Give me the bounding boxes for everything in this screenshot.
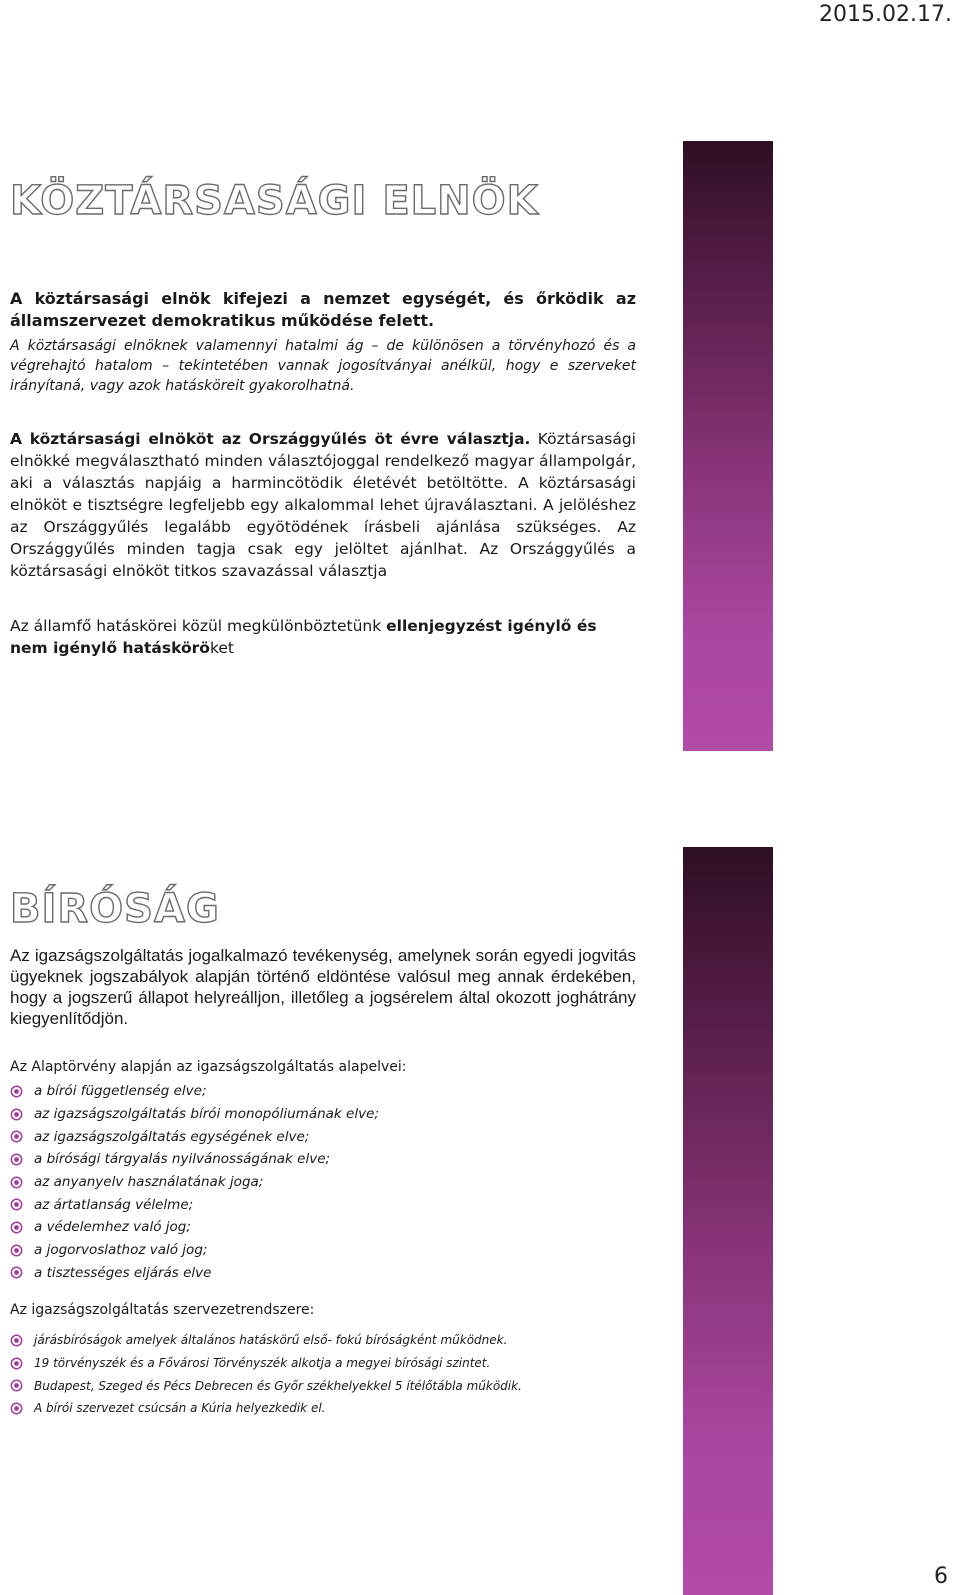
- bullet-icon: [10, 1085, 23, 1098]
- list-item: [10, 1080, 379, 1103]
- list-item: [10, 1239, 379, 1262]
- president-countersign-paragraph: [10, 615, 636, 659]
- list-item-text: járásbíróságok amelyek általános hatáskörű első- fokú bíróságként működnek.: [34, 1333, 508, 1348]
- list-item: [10, 1103, 379, 1126]
- bullet-icon: [10, 1176, 23, 1189]
- list-item-text: az igazságszolgáltatás egységének elve;: [34, 1128, 310, 1145]
- election-body: Köztársasági elnökké megválasztható minden választójoggal rendelkező magyar állampolgár, aki a választás napjáig a harmincötödik életévét betöltötte. A köztársasági elnököt e tisztségre legfeljebb egy alkalommal lehet újraválasztani. A jelöléshez az Országgyűlés legalább egyötödének írásbeli ajánlása szükséges. Az Országgyűlés minden tagja csak egy jelöltet ajánlhat. Az Országgyűlés a köztársasági elnököt titkos szavazással választja: [10, 430, 636, 580]
- principles-list: [10, 1080, 379, 1284]
- structure-heading: Az igazságszolgáltatás szervezetrendszere:: [10, 1302, 315, 1318]
- section-title-court: BÍRÓSÁG: [10, 886, 220, 932]
- bullet-icon: [10, 1244, 23, 1257]
- bullet-icon: [10, 1153, 23, 1166]
- list-item: [10, 1397, 522, 1420]
- accent-bar-bottom: [683, 847, 773, 1595]
- list-item-text: A bírói szervezet csúcsán a Kúria helyezkedik el.: [34, 1401, 326, 1416]
- list-item: [10, 1352, 522, 1375]
- president-election-paragraph: [10, 428, 636, 582]
- list-item-text: a jogorvoslathoz való jog;: [34, 1242, 208, 1259]
- list-item-text: a bírósági tárgyalás nyilvánosságának elve;: [34, 1151, 331, 1168]
- list-item: [10, 1125, 379, 1148]
- list-item-text: a tisztességes eljárás elve: [34, 1264, 212, 1281]
- bullet-icon: [10, 1334, 23, 1347]
- list-item-text: a bírói függetlenség elve;: [34, 1083, 207, 1100]
- list-item: [10, 1171, 379, 1194]
- president-powers-italic: A köztársasági elnöknek valamennyi hatalmi ág – de különösen a törvényhozó és a végrehajtó hatalom – tekintetében vannak jogosítványai anélkül, hogy e szerveket irányítaná, vagy azok hatásköreit gyakorolhatná.: [10, 338, 636, 394]
- bullet-icon: [10, 1198, 23, 1211]
- bullet-icon: [10, 1221, 23, 1234]
- powers-text: Az államfő hatáskörei közül megkülönböztetünk: [10, 617, 387, 635]
- list-item-text: az igazságszolgáltatás bírói monopóliumának elve;: [34, 1106, 379, 1123]
- list-item: [10, 1216, 379, 1239]
- bullet-icon: [10, 1402, 23, 1415]
- structure-list: [10, 1329, 522, 1420]
- slide-date: 2015.02.17.: [819, 2, 952, 27]
- bullet-icon: [10, 1130, 23, 1143]
- list-item-text: 19 törvényszék és a Fővárosi Törvényszék alkotja a megyei bírósági szintet.: [34, 1356, 491, 1371]
- bullet-icon: [10, 1379, 23, 1392]
- list-item-text: az anyanyelv használatának joga;: [34, 1174, 264, 1191]
- principles-heading: Az Alaptörvény alapján az igazságszolgáltatás alapelvei:: [10, 1059, 407, 1075]
- list-item: [10, 1329, 522, 1352]
- accent-bar-top: [683, 141, 773, 751]
- list-item: [10, 1193, 379, 1216]
- list-item: [10, 1262, 379, 1285]
- list-item: [10, 1374, 522, 1397]
- list-item-text: az ártatlanság vélelme;: [34, 1196, 194, 1213]
- list-item-text: Budapest, Szeged és Pécs Debrecen és Győr székhelyekkel 5 ítélőtábla működik.: [34, 1378, 522, 1393]
- president-intro: A köztársasági elnök kifejezi a nemzet egységét, és őrködik az államszervezet demokratikus működése felett.: [10, 289, 636, 330]
- bullet-icon: [10, 1357, 23, 1370]
- court-definition: Az igazságszolgáltatás jogalkalmazó tevékenység, amelynek során egyedi jogvitás ügyeknek jogszabályok alapján történő eldöntése valósul meg annak érdekében, hogy a jogszerű állapot helyreálljon, illetőleg a jogsérelem által okozott joghátrány kiegyenlítődjön.: [10, 946, 636, 1028]
- section-title-president: KÖZTÁRSASÁGI ELNÖK: [10, 178, 539, 224]
- bullet-icon: [10, 1266, 23, 1279]
- election-lead: A köztársasági elnököt az Országgyűlés öt évre választja.: [10, 430, 531, 448]
- page-number: 6: [934, 1564, 948, 1589]
- list-item-text: a védelemhez való jog;: [34, 1219, 191, 1236]
- bullet-icon: [10, 1108, 23, 1121]
- list-item: [10, 1148, 379, 1171]
- powers-end: ket: [209, 639, 234, 657]
- powers-bold: ellenjegyzést igénylő és nem igénylő hatáskörö: [10, 617, 597, 657]
